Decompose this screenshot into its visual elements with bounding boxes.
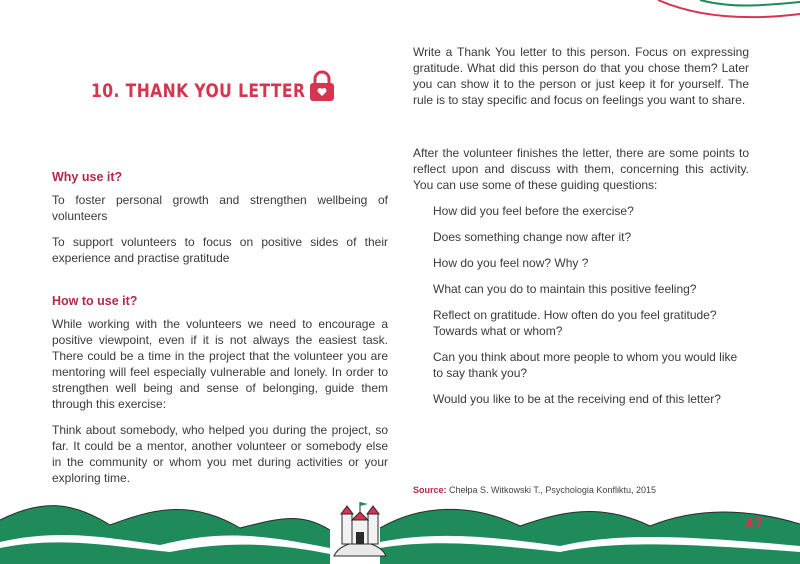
how-heading: How to use it? — [52, 294, 138, 308]
source-text: Chełpa S. Witkowski T., Psychologia Konfliktu, 2015 — [449, 485, 656, 495]
castle-icon — [330, 498, 390, 558]
reflection-paragraph: After the volunteer finishes the letter, there are some points to reflect upon and discuss with them, concerning this activity. You can use some of these guiding questions: — [413, 146, 749, 192]
top-corner-decoration — [640, 0, 800, 30]
left-column — [52, 170, 388, 486]
question-item: Would you like to be at the receiving end of this letter? — [433, 392, 721, 406]
question-item: How do you feel now? Why ? — [433, 256, 589, 270]
question-item: Does something change now after it? — [433, 230, 632, 244]
question-item: How did you feel before the exercise? — [433, 204, 634, 218]
why-paragraph-1: To foster personal growth and strengthen wellbeing of volunteers — [52, 193, 388, 223]
why-heading: Why use it? — [52, 170, 123, 184]
question-item: Can you think about more people to whom you would like to say thank you? — [433, 350, 738, 380]
question-item: What can you do to maintain this positive feeling? — [433, 282, 697, 296]
page-number: 47 — [745, 517, 764, 532]
lock-heart-icon — [307, 70, 337, 102]
source-label: Source: — [413, 485, 447, 495]
question-item: Reflect on gratitude. How often do you feel gratitude? Towards what or whom? — [433, 308, 717, 338]
page-title: 10. THANK YOU LETTER — [91, 80, 306, 102]
how-paragraph-1: While working with the volunteers we need to encourage a positive viewpoint, even if it is not always the easiest task. There could be a time in the project that the volunteer you are mentoring will feel especially vulnerable and lonely. In order to strengthen well being and sense of belonging, guide them through this exercise: — [52, 317, 388, 411]
why-paragraph-2: To support volunteers to focus on positive sides of their experience and practise gratitude — [52, 235, 388, 265]
right-column — [413, 44, 749, 417]
instructions-paragraph: Write a Thank You letter to this person. Focus on expressing gratitude. What did this person do that you chose them? Later you can show it to the person or just keep it for yourself. The rule is to stay specific and focus on feelings you want to share. — [413, 45, 749, 107]
how-paragraph-2: Think about somebody, who helped you during the project, so far. It could be a mentor, another volunteer or somebody else in the community or whom you met during activities or your exploring time. — [52, 423, 388, 485]
hills-decoration — [0, 490, 800, 564]
